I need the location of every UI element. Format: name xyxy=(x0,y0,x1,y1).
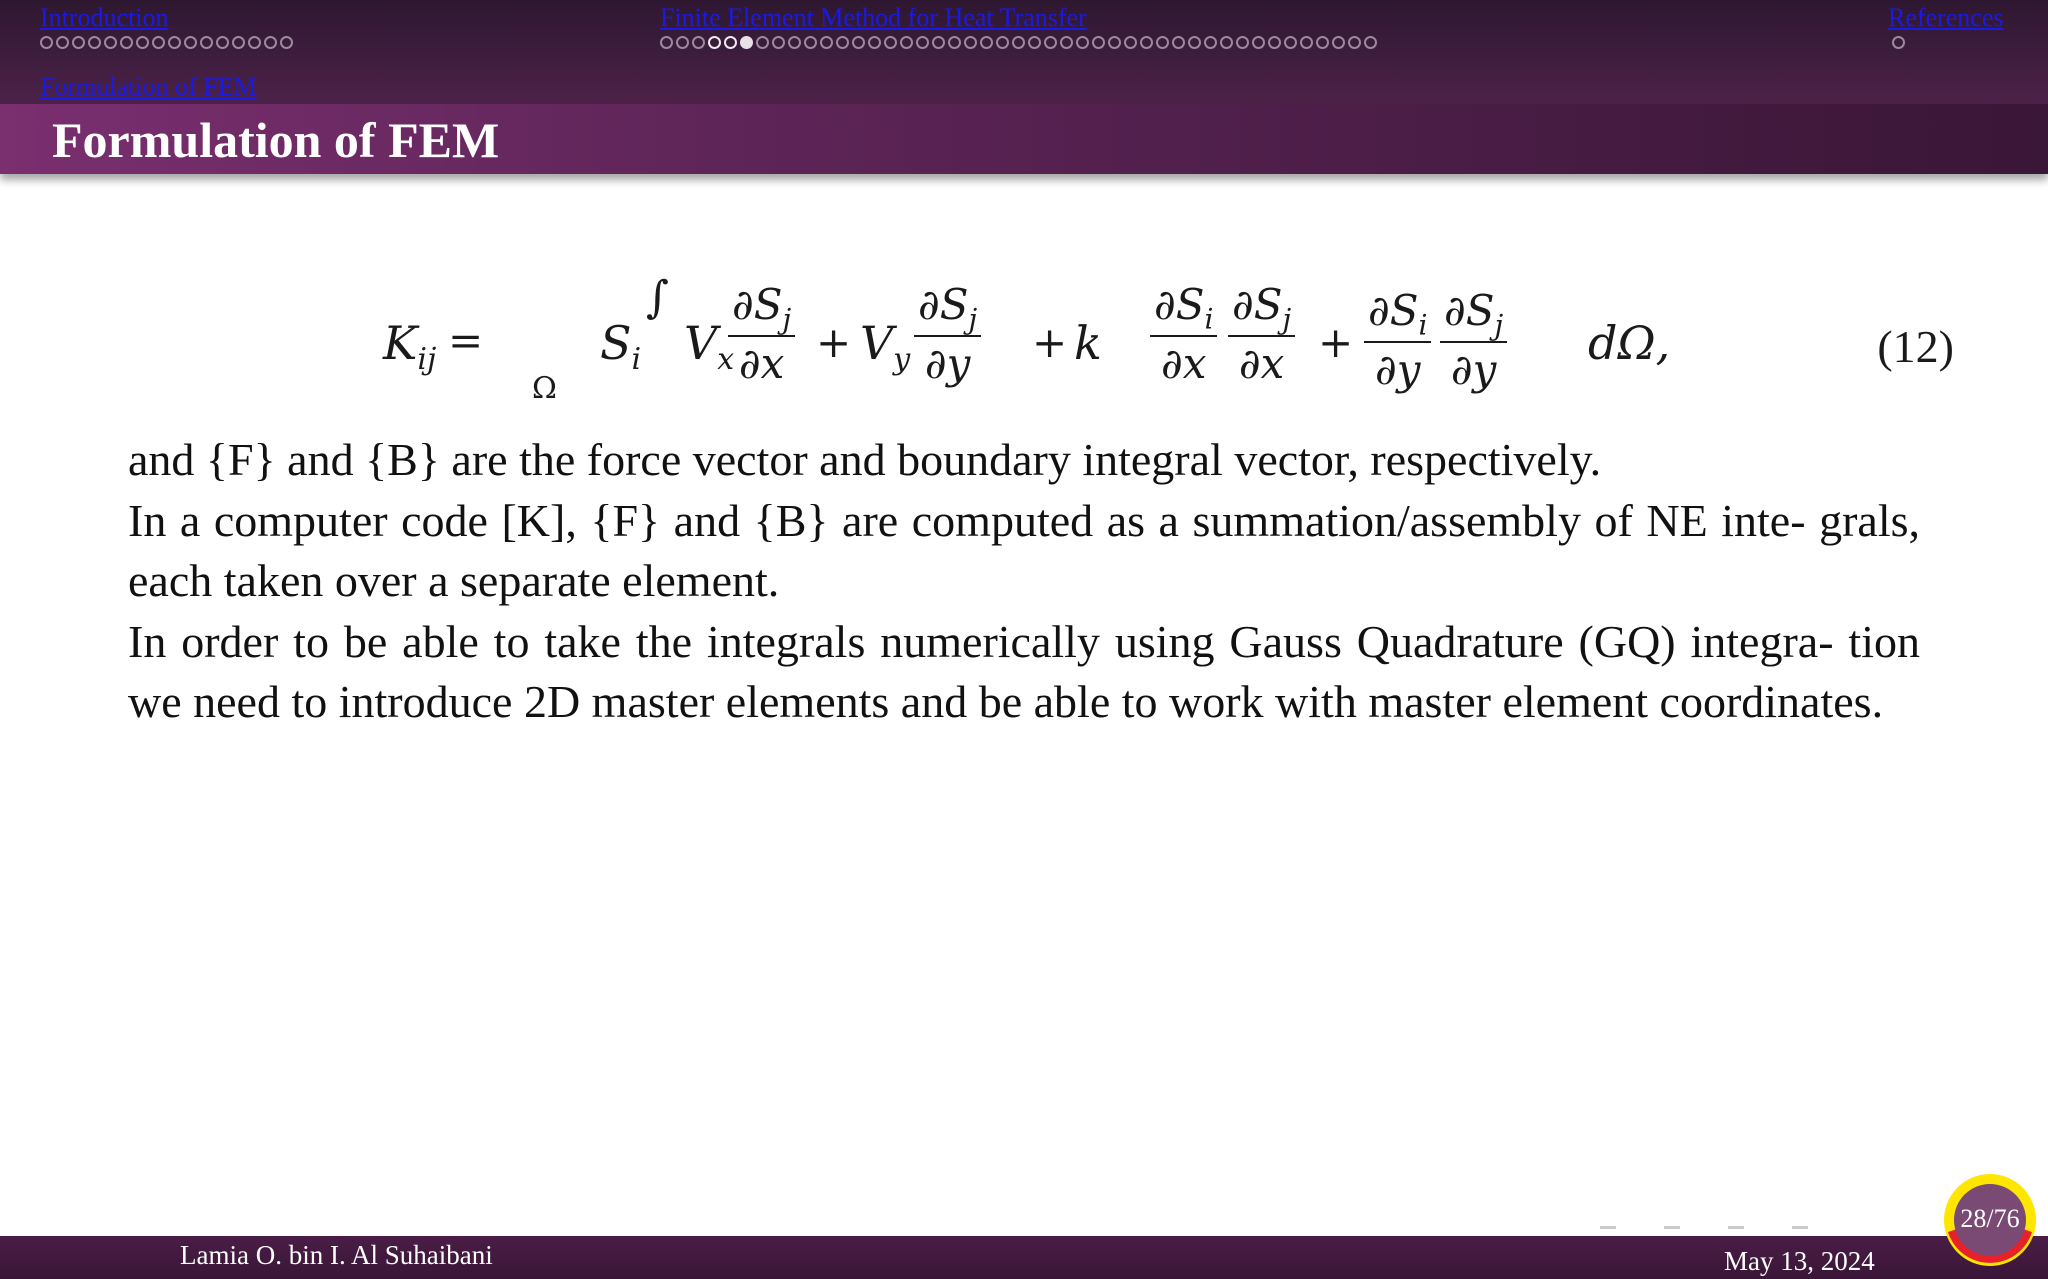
frame-dot[interactable] xyxy=(120,36,133,49)
frame-dot[interactable] xyxy=(1060,36,1073,49)
frame-dot[interactable] xyxy=(152,36,165,49)
progress-dots-fem xyxy=(660,36,1377,49)
frame-dot[interactable] xyxy=(1892,36,1905,49)
frame-dot[interactable] xyxy=(804,36,817,49)
frame-dot[interactable] xyxy=(216,36,229,49)
frame-dot[interactable] xyxy=(724,36,737,49)
nav-link-references[interactable]: References xyxy=(1888,3,2004,32)
fraction-numerator: $\partial S_j$ xyxy=(728,284,795,337)
frame-dot[interactable] xyxy=(1348,36,1361,49)
frame-dot[interactable] xyxy=(264,36,277,49)
conductivity-k: k xyxy=(1074,316,1102,370)
frame-dot[interactable] xyxy=(1284,36,1297,49)
nav-link-introduction[interactable]: Introduction xyxy=(40,3,169,32)
frame-dot[interactable] xyxy=(280,36,293,49)
fraction-denominator: ∂y xyxy=(1450,345,1497,395)
paragraph-3: In order to be able to take the integrals numerically using Gauss Quadrature (GQ) integra- tion we need to introduce 2D master elements and be able to work with master element coordinates. xyxy=(128,615,1920,727)
frame-dot[interactable] xyxy=(740,36,753,49)
nav-section-fem xyxy=(660,0,1377,49)
fraction-dsj-dy xyxy=(914,280,981,389)
frame-dot[interactable] xyxy=(1332,36,1345,49)
plus-sign: + xyxy=(1318,318,1354,367)
frame-dot[interactable] xyxy=(1076,36,1089,49)
fraction-numerator: $\partial S_i$ xyxy=(1364,290,1431,343)
page-title: Formulation of FEM xyxy=(52,112,500,168)
subscript-i: i xyxy=(631,342,642,378)
frame-title-bar xyxy=(0,104,2048,174)
footer-bar xyxy=(0,1236,2048,1279)
frame-dot[interactable] xyxy=(40,36,53,49)
frame-dot[interactable] xyxy=(1012,36,1025,49)
frame-dot[interactable] xyxy=(1108,36,1121,49)
velocity-vy xyxy=(860,316,911,378)
symbol-k: K xyxy=(383,316,418,370)
frame-dot[interactable] xyxy=(660,36,673,49)
nav-link-subsection[interactable]: Formulation of FEM xyxy=(40,72,257,101)
frame-dot[interactable] xyxy=(1300,36,1313,49)
nav-symbol-section[interactable] xyxy=(1728,1226,1744,1229)
frame-dot[interactable] xyxy=(1188,36,1201,49)
symbol-v: V xyxy=(860,316,894,370)
frame-dot[interactable] xyxy=(1140,36,1153,49)
plus-sign: + xyxy=(816,318,852,367)
frame-dot[interactable] xyxy=(692,36,705,49)
frame-dot[interactable] xyxy=(168,36,181,49)
page-number: 28/76 xyxy=(1960,1204,2020,1233)
frame-dot[interactable] xyxy=(232,36,245,49)
integral-sign: ∫ xyxy=(646,272,669,323)
frame-dot[interactable] xyxy=(756,36,769,49)
frame-dot[interactable] xyxy=(1092,36,1105,49)
frame-dot[interactable] xyxy=(1220,36,1233,49)
symbol-s: S xyxy=(600,316,632,370)
frame-dot[interactable] xyxy=(1252,36,1265,49)
frame-dot[interactable] xyxy=(964,36,977,49)
progress-dots-references xyxy=(1888,36,2003,49)
frame-dot[interactable] xyxy=(1172,36,1185,49)
nav-section-introduction xyxy=(40,0,293,49)
frame-dot[interactable] xyxy=(980,36,993,49)
nav-section-references xyxy=(1888,0,2003,49)
frame-dot[interactable] xyxy=(996,36,1009,49)
paragraph-1: and {F} and {B} are the force vector and boundary integral vector, respectively. xyxy=(128,434,1602,485)
frame-dot[interactable] xyxy=(1364,36,1377,49)
equation-number: (12) xyxy=(1877,321,1954,372)
frame-dot[interactable] xyxy=(1028,36,1041,49)
nav-symbol-frame[interactable] xyxy=(1600,1226,1616,1229)
shape-function-si xyxy=(600,316,642,378)
nav-link-fem[interactable]: Finite Element Method for Heat Transfer xyxy=(660,3,1087,32)
frame-dot[interactable] xyxy=(884,36,897,49)
nav-symbol-subsection[interactable] xyxy=(1664,1226,1680,1229)
footer-author: Lamia O. bin I. Al Suhaibani xyxy=(180,1240,493,1270)
fraction-numerator: $\partial S_j$ xyxy=(1228,284,1295,337)
fraction-denominator: ∂x xyxy=(1161,339,1207,389)
differential-domega: dΩ, xyxy=(1588,316,1671,370)
fraction-dsi-dx xyxy=(1150,280,1217,389)
equals-sign: = xyxy=(448,316,484,365)
nav-symbol-document[interactable] xyxy=(1792,1226,1808,1229)
frame-dot[interactable] xyxy=(948,36,961,49)
frame-dot[interactable] xyxy=(104,36,117,49)
fraction-numerator: $\partial S_j$ xyxy=(1440,290,1507,343)
fraction-dsj-dx xyxy=(728,280,795,389)
frame-dot[interactable] xyxy=(1268,36,1281,49)
equation-12 xyxy=(0,270,2048,420)
body-text xyxy=(128,430,1920,733)
navigation-bar xyxy=(0,0,2048,104)
equation-lhs xyxy=(383,316,437,378)
frame-dot[interactable] xyxy=(184,36,197,49)
fraction-denominator: ∂x xyxy=(1238,339,1285,389)
frame-dot[interactable] xyxy=(916,36,929,49)
fraction-numerator: $\partial S_j$ xyxy=(914,284,981,337)
fraction-dsj-dx-2 xyxy=(1228,280,1295,389)
integral-domain: Ω xyxy=(532,371,557,406)
paragraph-2: In a computer code [K], {F} and {B} are computed as a summation/assembly of NE inte- grals, each taken over a separate element. xyxy=(128,494,1920,606)
frame-dot[interactable] xyxy=(1316,36,1329,49)
fraction-denominator: ∂x xyxy=(738,339,785,389)
subscript-x: x xyxy=(717,342,735,378)
frame-dot[interactable] xyxy=(836,36,849,49)
frame-dot[interactable] xyxy=(56,36,69,49)
frame-dot[interactable] xyxy=(788,36,801,49)
fraction-denominator: ∂y xyxy=(1375,345,1421,395)
frame-dot[interactable] xyxy=(676,36,689,49)
frame-dot[interactable] xyxy=(248,36,261,49)
progress-dots-introduction xyxy=(40,36,293,49)
frame-dot[interactable] xyxy=(772,36,785,49)
frame-dot[interactable] xyxy=(1236,36,1249,49)
subscript-y: y xyxy=(893,342,911,378)
frame-dot[interactable] xyxy=(200,36,213,49)
fraction-denominator: ∂y xyxy=(924,339,971,389)
frame-dot[interactable] xyxy=(708,36,721,49)
frame-dot[interactable] xyxy=(136,36,149,49)
frame-dot[interactable] xyxy=(1156,36,1169,49)
frame-dot[interactable] xyxy=(900,36,913,49)
footer-date: May 13, 2024 xyxy=(1724,1246,1875,1276)
frame-dot[interactable] xyxy=(852,36,865,49)
frame-dot[interactable] xyxy=(1124,36,1137,49)
frame-dot[interactable] xyxy=(868,36,881,49)
fraction-numerator: $\partial S_i$ xyxy=(1150,284,1217,337)
fraction-dsi-dy xyxy=(1364,286,1431,395)
frame-dot[interactable] xyxy=(820,36,833,49)
frame-dot[interactable] xyxy=(1044,36,1057,49)
fraction-dsj-dy-2 xyxy=(1440,286,1507,395)
symbol-v: V xyxy=(684,316,718,370)
frame-dot[interactable] xyxy=(72,36,85,49)
velocity-vx xyxy=(684,316,735,378)
frame-dot[interactable] xyxy=(932,36,945,49)
frame-dot[interactable] xyxy=(1204,36,1217,49)
subscript-ij: ij xyxy=(417,342,437,378)
plus-sign: + xyxy=(1032,318,1068,367)
frame-dot[interactable] xyxy=(88,36,101,49)
